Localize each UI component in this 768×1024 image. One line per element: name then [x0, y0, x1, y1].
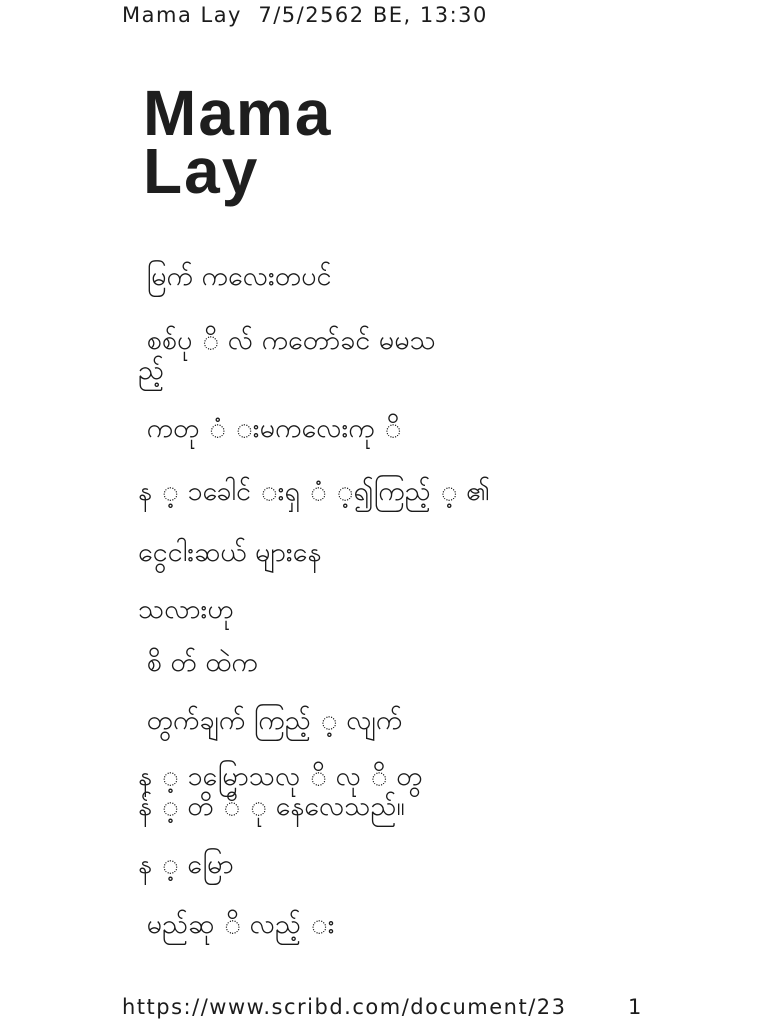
poem-line: စစ်ပု ိ လ် ကတော်ခင် မမသ ည့် — [138, 325, 436, 386]
print-header: Mama Lay 7/5/2562 BE, 13:30 — [122, 3, 488, 27]
poem-line: ငွေငါးဆယ် များနေ — [138, 537, 322, 568]
page-number: 1 — [628, 995, 642, 1019]
poem-line: စိ တ် ထဲက — [138, 647, 258, 678]
poem-line: မြက် ကလေးတပင် — [138, 261, 332, 292]
poem-line: မည်ဆု ိ လည့် း — [138, 909, 335, 940]
title-line-1: Mama — [143, 77, 333, 149]
poem-line: န ့ မြော — [138, 849, 234, 880]
poem-line: သလားဟု — [138, 594, 234, 625]
poem-line: ကတု ံ းမကလေးကု ိ — [138, 413, 402, 444]
poem-line: န ့ ၁ခေါင် းရှ ံ ့၍ကြည့် ့ ၏ — [138, 476, 491, 507]
title-line-2: Lay — [143, 135, 260, 207]
footer-url: https://www.scribd.com/document/23 — [122, 995, 567, 1019]
document-title — [143, 77, 543, 207]
poem-line: န ့ ၁မြောသလု ိ လု ိ တွ န် ့ တိ ိ ု နေလေသည်။ — [138, 761, 423, 822]
poem-line: တွက်ချက် ကြည့် ့ လျက် — [138, 705, 403, 736]
